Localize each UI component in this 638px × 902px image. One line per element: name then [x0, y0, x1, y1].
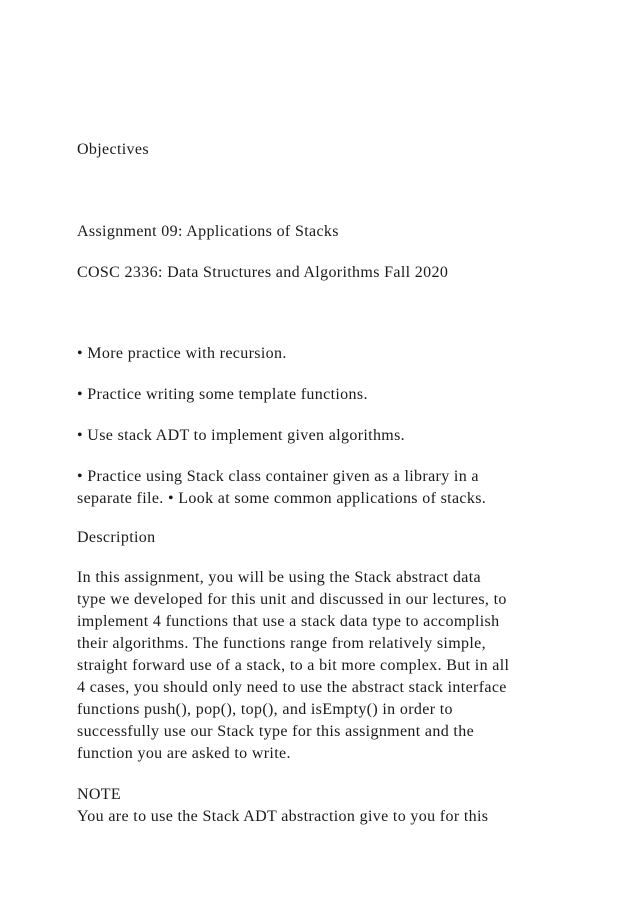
description-line: 4 cases, you should only need to use the abstract stack interface — [77, 679, 507, 696]
description-line: implement 4 functions that use a stack data type to accomplish — [77, 613, 500, 630]
note-line: You are to use the Stack ADT abstraction give to you for this — [77, 808, 489, 825]
assignment-title: Assignment 09: Applications of Stacks — [77, 223, 339, 240]
description-line: In this assignment, you will be using the Stack abstract data — [77, 569, 481, 586]
description-line: function you are asked to write. — [77, 745, 291, 762]
description-line: functions push(), pop(), top(), and isEmpty() in order to — [77, 701, 453, 718]
bullet-template-functions: • Practice writing some template functions. — [77, 386, 368, 403]
description-line: successfully use our Stack type for this assignment and the — [77, 723, 475, 740]
course-line: COSC 2336: Data Structures and Algorithms Fall 2020 — [77, 264, 449, 281]
bullet-stack-adt: • Use stack ADT to implement given algorithms. — [77, 427, 406, 444]
description-line: straight forward use of a stack, to a bit more complex. But in all — [77, 657, 510, 674]
objectives-heading: Objectives — [77, 141, 149, 158]
bullet-recursion: • More practice with recursion. — [77, 345, 287, 362]
note-heading: NOTE — [77, 786, 122, 803]
description-line: their algorithms. The functions range from relatively simple, — [77, 635, 486, 652]
description-heading: Description — [77, 529, 156, 546]
bullet-stack-library: • Practice using Stack class container given as a library in a — [77, 468, 479, 485]
bullet-stack-library-cont: separate file. • Look at some common applications of stacks. — [77, 490, 487, 507]
description-line: type we developed for this unit and discussed in our lectures, to — [77, 591, 507, 608]
